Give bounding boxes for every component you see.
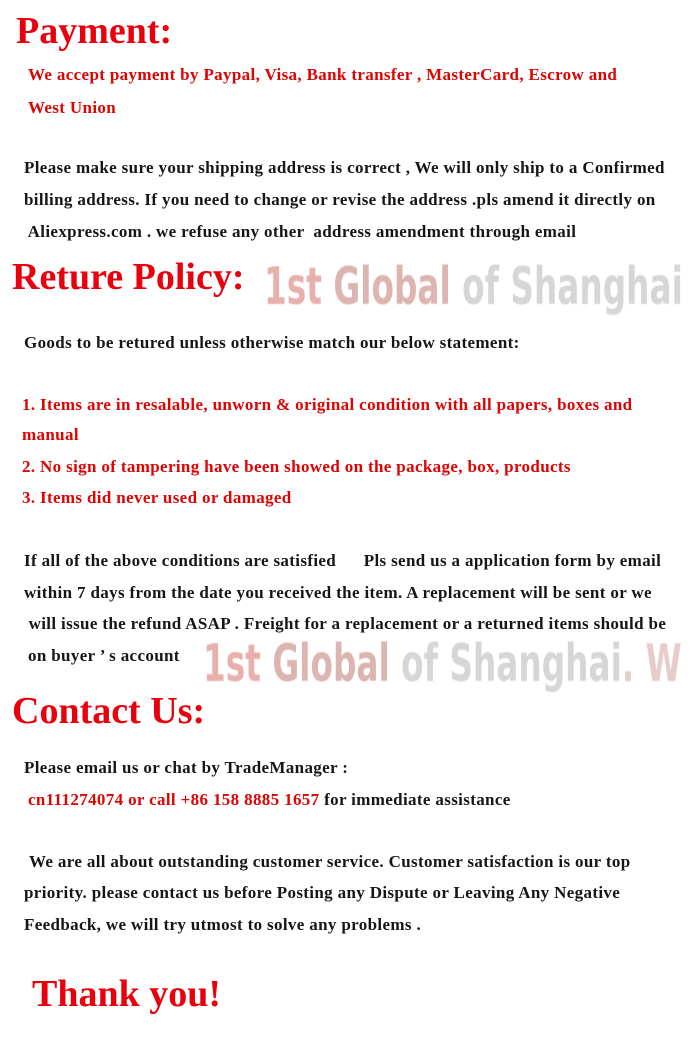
customer-service-line: We are all about outstanding customer service. Customer satisfaction is our top bbox=[29, 852, 631, 871]
refund-note-line: on buyer ’ s account bbox=[28, 646, 180, 665]
thank-you-heading: Thank you! bbox=[32, 973, 222, 1015]
watermark-text: Global bbox=[333, 257, 463, 317]
payment-heading: Payment: bbox=[16, 10, 173, 52]
watermark-text: Global bbox=[272, 634, 402, 694]
contact-phone-line bbox=[28, 789, 511, 811]
return-policy-intro: Goods to be retured unless otherwise match our below statement: bbox=[24, 333, 520, 352]
contact-us-heading: Contact Us: bbox=[12, 690, 206, 732]
contact-id-and-phone: cn111274074 or call +86 158 8885 1657 bbox=[28, 790, 320, 809]
watermark-text: 1st bbox=[264, 257, 334, 317]
shipping-note-line: billing address. If you need to change or revise the address .pls amend it directly on bbox=[24, 190, 656, 209]
shipping-note-line: Aliexpress.com . we refuse any other address amendment through email bbox=[24, 222, 577, 241]
shipping-note-line: Please make sure your shipping address is correct , We will only ship to a Confirmed bbox=[24, 158, 665, 177]
return-condition-line: manual bbox=[22, 425, 79, 444]
return-condition-line: 2. No sign of tampering have been showed on the package, box, products bbox=[22, 457, 571, 476]
return-condition-line: 1. Items are in resalable, unworn & original condition with all papers, boxes and bbox=[22, 395, 633, 414]
watermark-1st-global-of-shanghai-2 bbox=[203, 636, 682, 692]
contact-trademanager-line: Please email us or chat by TradeManager : bbox=[24, 758, 349, 777]
refund-note-line: If all of the above conditions are satisfied Pls send us a application form by email bbox=[24, 551, 662, 570]
watermark-text: . W bbox=[621, 634, 682, 694]
refund-note-line: within 7 days from the date you received the item. A replacement will be sent or we bbox=[24, 583, 652, 602]
customer-service-line: priority. please contact us before Posting any Dispute or Leaving Any Negative bbox=[24, 883, 621, 902]
refund-note-line: will issue the refund ASAP . Freight for a replacement or a returned items should be bbox=[24, 614, 667, 633]
watermark-text: 1st bbox=[203, 634, 273, 694]
return-condition-line: 3. Items did never used or damaged bbox=[22, 488, 292, 507]
return-policy-heading: Reture Policy: bbox=[12, 256, 245, 298]
watermark-1st-global-of-shanghai bbox=[264, 259, 683, 315]
customer-service-line: Feedback, we will try utmost to solve any problems . bbox=[24, 915, 422, 934]
payment-methods-line: West Union bbox=[28, 98, 117, 117]
watermark-text: of Shanghai bbox=[462, 257, 683, 317]
payment-methods-line: We accept payment by Paypal, Visa, Bank transfer , MasterCard, Escrow and bbox=[28, 65, 618, 84]
watermark-text: of Shanghai bbox=[401, 634, 622, 694]
contact-phone-suffix: for immediate assistance bbox=[319, 790, 511, 809]
